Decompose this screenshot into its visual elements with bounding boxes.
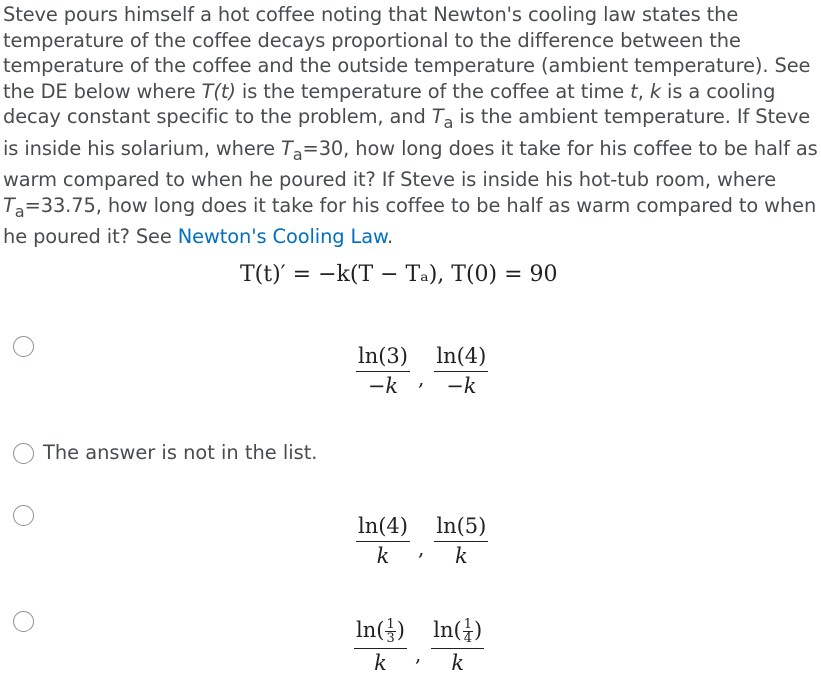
option-4-radio[interactable] (13, 611, 34, 632)
small-fraction (463, 618, 473, 645)
var-Ta-sub: a (292, 144, 303, 164)
question-text (3, 2, 819, 250)
var-T-of-t: T(t) (201, 79, 236, 103)
numerator: ln( $\frac{1}{3}$ ) (354, 618, 407, 649)
option-3-answer (356, 514, 488, 568)
numerator: ln(3) (356, 344, 410, 372)
question-part: is the ambient temperature. If Steve is inside his solarium, where (3, 105, 811, 160)
option-1-radio[interactable] (13, 336, 34, 357)
ln-fn: ln (433, 618, 454, 642)
question-part: is a cooling decay constant specific to the problem, and (3, 79, 776, 129)
small-den: 3 (386, 631, 395, 646)
option-1-frac-2 (434, 344, 488, 398)
var-k: k (649, 79, 661, 103)
small-den: 4 (463, 631, 473, 646)
newtons-cooling-law-link[interactable]: Newton's Cooling Law (177, 225, 387, 249)
comma: , (418, 366, 425, 390)
numerator: ln(4) (434, 344, 488, 372)
option-3-frac-2 (434, 514, 488, 568)
option-4-answer (354, 618, 484, 675)
question-part: is the temperature of the coffee at time (235, 79, 631, 103)
question-part: . (387, 225, 394, 249)
option-3-frac-1 (356, 514, 410, 568)
denominator: −k (367, 374, 399, 398)
var-Ta: T (280, 136, 293, 160)
var-t: t (630, 79, 638, 103)
option-1-answer (356, 344, 488, 398)
question-part: =33.75, how long does it take for his coffee to be half as warm compared to when he poured it? See (3, 193, 817, 249)
var-Ta-sub: a (443, 113, 454, 133)
denominator: k (374, 651, 387, 675)
var-Ta-sub: a (14, 201, 25, 221)
comma: , (414, 641, 422, 666)
denominator: −k (446, 374, 477, 398)
differential-equation: T(t)′ = −k(T − Tₐ), T(0) = 90 (240, 262, 558, 287)
numerator: ln( $\frac{1}{4}$ ) (431, 618, 484, 649)
numerator: ln(4) (356, 514, 410, 542)
option-1-frac-1 (356, 344, 410, 398)
question-part: =30, how long does it take for his coffee to be half as warm compared to when he poured it? If Steve is inside his hot-tub room, where (3, 136, 818, 192)
option-2-label: The answer is not in the list. (43, 441, 318, 464)
option-4-frac-1 (354, 618, 407, 675)
option-4-frac-2 (431, 618, 484, 675)
option-2-radio[interactable] (13, 443, 34, 464)
denominator: k (454, 544, 468, 568)
var-Ta: T (3, 193, 15, 217)
small-num: 1 (463, 617, 473, 632)
denominator: k (376, 544, 390, 568)
denominator: k (451, 651, 465, 675)
question-part: , (637, 79, 650, 103)
small-num: 1 (386, 617, 395, 632)
var-Ta: T (431, 105, 444, 129)
small-fraction (385, 618, 395, 645)
comma: , (418, 536, 425, 560)
ln-fn: ln (356, 618, 377, 642)
numerator: ln(5) (434, 514, 488, 542)
question-part: Steve pours himself a hot coffee noting that Newton's cooling law states the temperature of the coffee decays proportional to the difference between the temperature of the coffee and the outside temperature (ambient temperature). See the DE below where (3, 3, 811, 103)
option-3-radio[interactable] (13, 505, 34, 526)
